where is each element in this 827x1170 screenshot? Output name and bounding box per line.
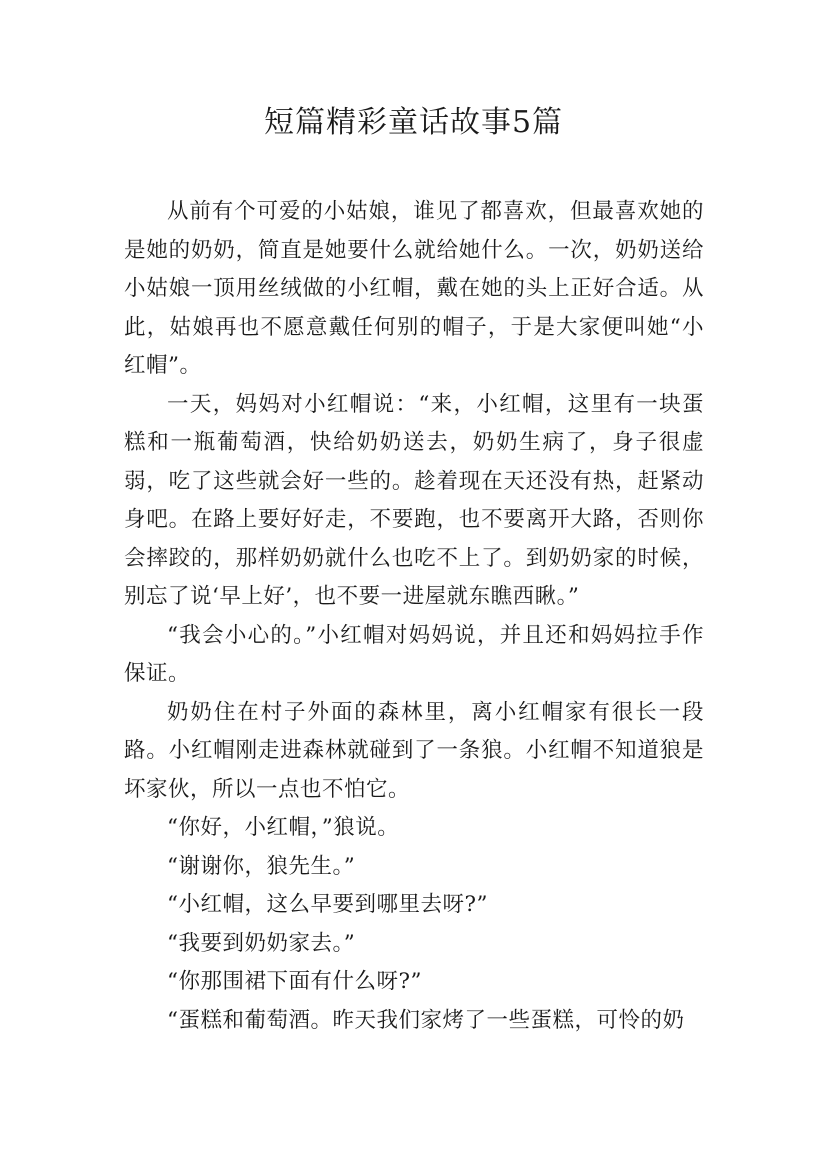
paragraph: “蛋糕和葡萄酒。昨天我们家烤了一些蛋糕，可怜的奶 <box>167 1007 685 1033</box>
document-title: 短篇精彩童话故事5篇 <box>263 105 564 140</box>
paragraph: 一天，妈妈对小红帽说：“来，小红帽，这里有一块蛋糕和一瓶葡萄酒，快给奶奶送去，奶奶生病了，身子很虚弱，吃了这些就会好一些的。趁着现在天还没有热，赶紧动身吧。在路上要好好走，不要跑，也不要离开大路，否则你会摔跤的，那样奶奶就什么也吃不上了。到奶奶家的时候，别忘了说‘早上好’，也不要一进屋就东瞧西瞅。” <box>124 391 704 609</box>
paragraph: 从前有个可爱的小姑娘，谁见了都喜欢，但最喜欢她的是她的奶奶，简直是她要什么就给她什么。一次，奶奶送给小姑娘一顶用丝绒做的小红帽，戴在她的头上正好合适。从此，姑娘再也不愿意戴任何别的帽子，于是大家便叫她“小红帽”。 <box>124 199 704 378</box>
paragraph: “小红帽，这么早要到哪里去呀?” <box>167 892 489 917</box>
paragraph: 奶奶住在村子外面的森林里，离小红帽家有很长一段路。小红帽刚走进森林就碰到了一条狼。小红帽不知道狼是坏家伙，所以一点也不怕它。 <box>124 699 704 802</box>
document-body <box>124 193 704 1040</box>
paragraph: “我要到奶奶家去。” <box>167 930 356 956</box>
paragraph: “我会小心的。”小红帽对妈妈说，并且还和妈妈拉手作保证。 <box>124 622 704 686</box>
paragraph: “你好，小红帽，”狼说。 <box>167 815 400 840</box>
paragraph: “你那围裙下面有什么呀?” <box>167 969 423 994</box>
paragraph: “谢谢你，狼先生。” <box>167 853 356 879</box>
